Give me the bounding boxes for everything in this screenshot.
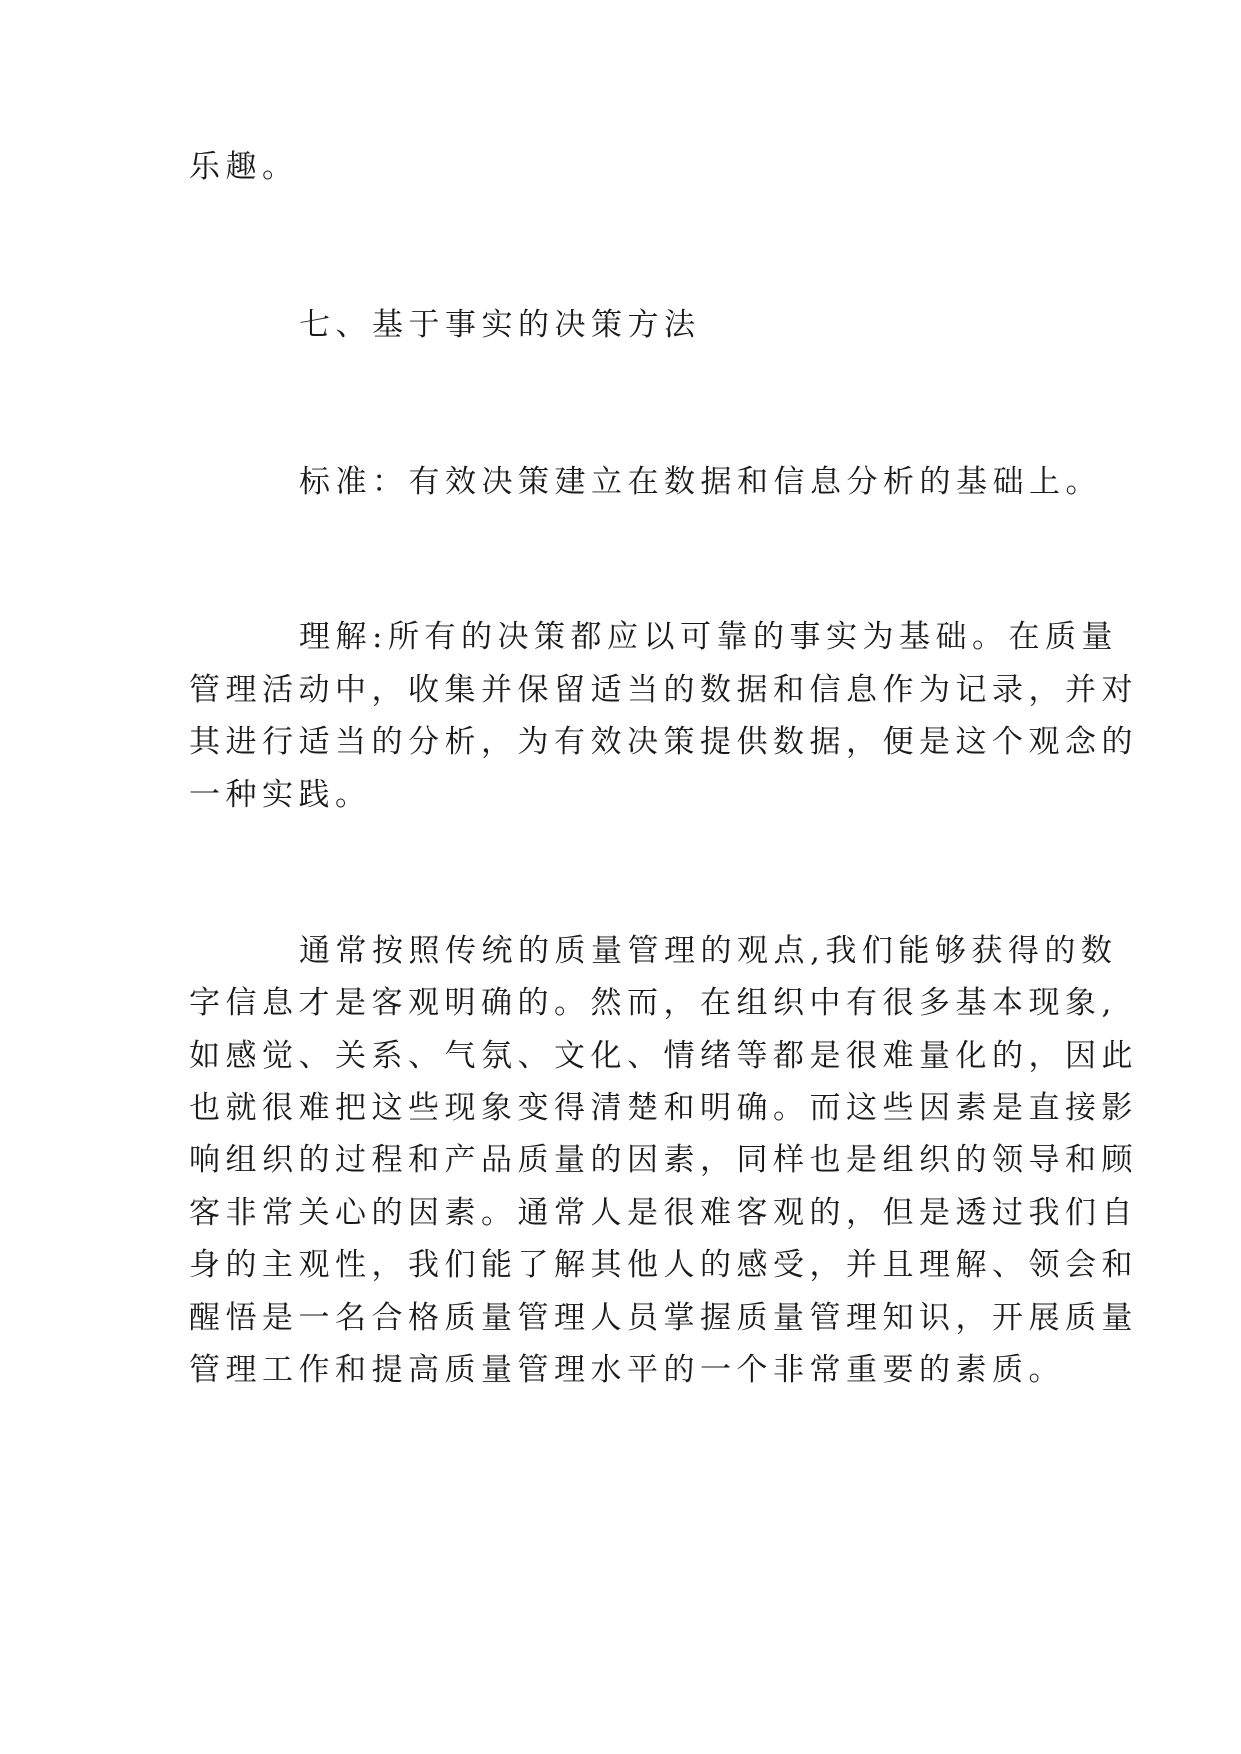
paragraph-line-9: 管理工作和提高质量管理水平的一个非常重要的素质。 xyxy=(189,1352,1065,1388)
paragraph-line-1: 通常按照传统的质量管理的观点,我们能够获得的数 xyxy=(299,933,1118,969)
paragraph-line-7: 身的主观性，我们能了解其他人的感受，并且理解、领会和 xyxy=(189,1247,1138,1283)
standard-statement: 标准：有效决策建立在数据和信息分析的基础上。 xyxy=(299,464,1102,500)
paragraph-line-6: 客非常关心的因素。通常人是很难客观的，但是透过我们自 xyxy=(189,1195,1138,1231)
paragraph-line-4: 也就很难把这些现象变得清楚和明确。而这些因素是直接影 xyxy=(189,1090,1138,1126)
understanding-line-4: 一种实践。 xyxy=(189,777,372,813)
section-heading: 七、基于事实的决策方法 xyxy=(299,307,701,343)
understanding-line-2: 管理活动中，收集并保留适当的数据和信息作为记录，并对 xyxy=(189,672,1138,708)
paragraph-line-3: 如感觉、关系、气氛、文化、情绪等都是很难量化的，因此 xyxy=(189,1038,1138,1074)
fragment-line-1: 乐趣。 xyxy=(189,149,299,185)
understanding-line-3: 其进行适当的分析，为有效决策提供数据，便是这个观念的 xyxy=(189,724,1138,760)
paragraph-line-8: 醒悟是一名合格质量管理人员掌握质量管理知识，开展质量 xyxy=(189,1300,1138,1336)
paragraph-line-5: 响组织的过程和产品质量的因素，同样也是组织的领导和顾 xyxy=(189,1142,1138,1178)
understanding-line-1: 理解:所有的决策都应以可靠的事实为基础。在质量 xyxy=(299,619,1118,655)
paragraph-line-2: 字信息才是客观明确的。然而，在组织中有很多基本现象, xyxy=(189,985,1117,1021)
